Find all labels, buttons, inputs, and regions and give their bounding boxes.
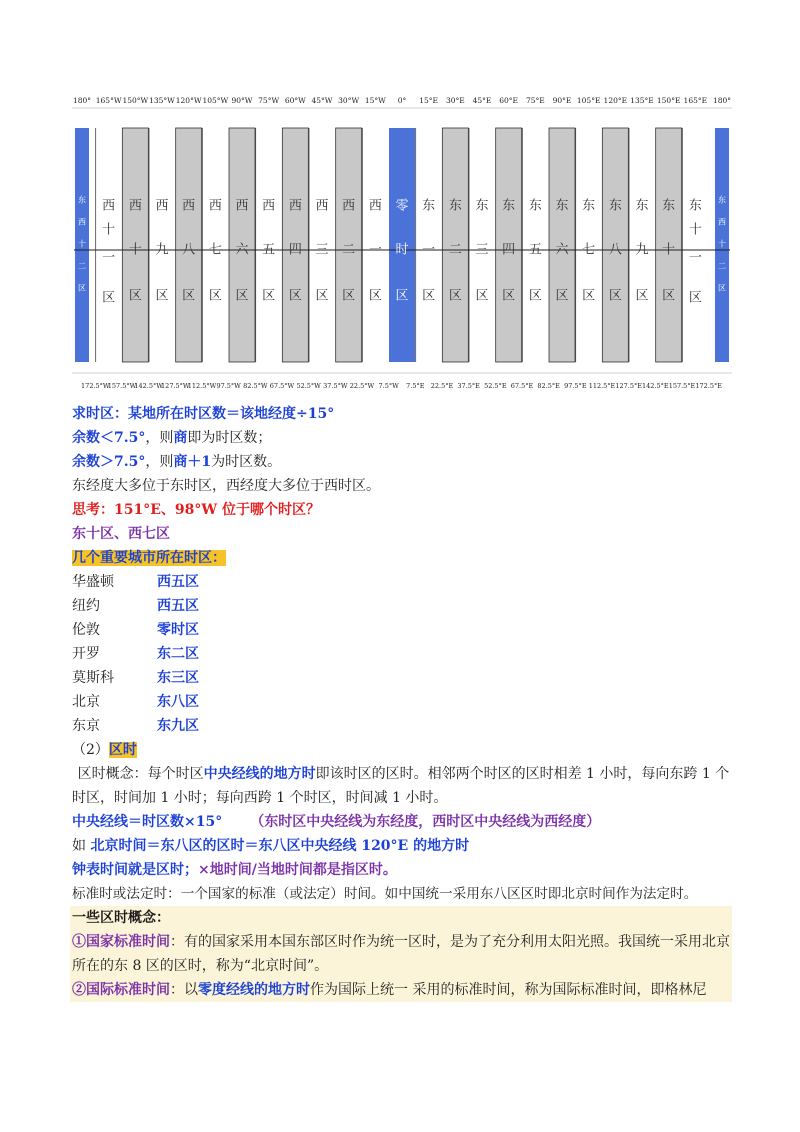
zone-label-char: 四 xyxy=(288,242,302,258)
zone-label-char: 东 xyxy=(608,198,622,214)
zone-label-char: 区 xyxy=(608,288,622,304)
city-list xyxy=(72,570,732,738)
edge-zone-char: 十 xyxy=(718,239,726,249)
bottom-longitude-label: 112.5°W xyxy=(187,382,217,390)
zone-label-char: 区 xyxy=(555,288,569,304)
edge-zone-char: 二 xyxy=(718,261,726,271)
bottom-longitude-label: 97.5°E xyxy=(564,382,587,390)
zone-label-char: 四 xyxy=(502,242,516,258)
city-name: 东京 xyxy=(72,718,100,734)
city-name: 北京 xyxy=(72,694,100,710)
zone-label-char: 东 xyxy=(555,198,569,214)
bottom-longitude-label: 37.5°E xyxy=(457,382,480,390)
zone-label-char: 西 xyxy=(155,198,169,214)
edge-zone-char: 东 xyxy=(718,195,726,205)
city-zone: 东九区 xyxy=(157,718,199,734)
time-zone-chart xyxy=(70,90,740,400)
text-span: ×地时间/当地时间都是指区时。 xyxy=(198,862,397,878)
city-zone: 西五区 xyxy=(157,598,199,614)
answer-line: 东十区、西七区 xyxy=(72,526,170,542)
zone-label-char: 一 xyxy=(368,242,382,258)
bottom-longitude-label: 7.5°W xyxy=(378,382,399,390)
edge-zone-char: 东 xyxy=(78,195,86,205)
zone-label-char: 区 xyxy=(448,288,462,304)
zone-label-char: 东 xyxy=(528,198,542,214)
bottom-longitude-label: 97.5°W xyxy=(216,382,241,390)
zone-label-char: 一 xyxy=(102,250,116,266)
zone-label-char: 区 xyxy=(208,288,222,304)
zone-label-char: 西 xyxy=(368,198,382,214)
text-line xyxy=(72,426,732,450)
zone-label-char: 区 xyxy=(342,288,356,304)
bottom-longitude-label: 82.5°E xyxy=(537,382,560,390)
top-longitude-label: 135°W xyxy=(149,96,175,105)
city-row xyxy=(72,618,732,642)
text-line xyxy=(72,546,732,570)
top-longitude-label: 135°E xyxy=(630,96,654,105)
text-span: （2） xyxy=(72,742,109,758)
zone-label-char: 区 xyxy=(235,288,249,304)
bottom-longitude-label: 37.5°W xyxy=(323,382,348,390)
city-name: 伦敦 xyxy=(72,622,100,638)
text-span: 余数＞7.5° xyxy=(72,454,146,470)
section-heading xyxy=(72,738,732,762)
top-longitude-label: 45°W xyxy=(311,96,333,105)
highlight-heading: 区时 xyxy=(108,742,137,758)
bottom-longitude-label: 7.5°E xyxy=(406,382,425,390)
text-span: ，则 xyxy=(145,430,174,446)
zone-label-char: 三 xyxy=(475,242,489,258)
text-span: 为时区数。 xyxy=(211,454,282,470)
text-span: ：有的国家采用本国东部区时作为统一区时，是为了充分利用太阳光照。我国统一采用北京所在的东 8 区的区时，称为“北京时间”。 xyxy=(72,934,730,974)
city-row xyxy=(72,666,732,690)
zone-label-char: 九 xyxy=(635,242,649,258)
paragraph xyxy=(72,978,732,1002)
zone-label-char: 西 xyxy=(128,198,142,214)
bottom-longitude-label: 127.5°W xyxy=(161,382,190,390)
edge-zone-char: 区 xyxy=(718,283,726,293)
edge-zone-char: 区 xyxy=(78,283,86,293)
text-span: ① xyxy=(72,934,86,950)
zone-label-char: 东 xyxy=(475,198,489,214)
zone-label-char: 七 xyxy=(582,242,596,258)
city-zone: 西五区 xyxy=(157,574,199,590)
text-span: 作为国际上统一 采用的标准时间，称为国际标准时间，即格林尼 xyxy=(310,982,707,998)
zone-label-char: 区 xyxy=(688,290,702,306)
zone-label-char: 区 xyxy=(102,290,116,306)
text-span: 国际标准时间 xyxy=(86,982,170,998)
zone-label-char: 西 xyxy=(182,198,196,214)
text-span: 如 xyxy=(72,838,91,854)
top-longitude-label: 150°W xyxy=(122,96,149,105)
top-longitude-label: 0° xyxy=(397,96,407,105)
zone-label-char: 西 xyxy=(235,198,249,214)
zone-label-char: 东 xyxy=(582,198,596,214)
zone-label-char: 西 xyxy=(288,198,302,214)
top-longitude-label: 75°E xyxy=(525,96,545,105)
text-line: 标准时或法定时：一个国家的标准（或法定）时间。如中国统一采用东八区区时即北京时间作为法定时。 xyxy=(72,886,698,902)
text-line xyxy=(72,450,732,474)
city-row xyxy=(72,714,732,738)
text-span: 国家标准时间 xyxy=(86,934,170,950)
text-span: 即为时区数； xyxy=(187,430,272,446)
box-heading: 一些区时概念： xyxy=(72,910,170,926)
bottom-longitude-label: 142.5°W xyxy=(134,382,163,390)
top-longitude-label: 15°W xyxy=(364,96,386,105)
text-line xyxy=(72,810,732,834)
bottom-longitude-label: 22.5°E xyxy=(430,382,454,390)
zone-label-char: 区 xyxy=(475,288,489,304)
top-longitude-label: 45°E xyxy=(472,96,492,105)
city-name: 莫斯科 xyxy=(72,670,114,686)
city-row xyxy=(72,570,732,594)
zone-label-char: 东 xyxy=(502,198,516,214)
top-longitude-label: 30°W xyxy=(338,96,360,105)
bottom-longitude-label: 67.5°E xyxy=(510,382,534,390)
zone-label-char: 西 xyxy=(315,198,329,214)
top-longitude-label: 15°E xyxy=(419,96,439,105)
edge-zone-char: 西 xyxy=(718,217,726,227)
text-line: 东经度大多位于东时区，西经度大多位于西时区。 xyxy=(72,478,380,494)
zone-label-char: 十 xyxy=(688,222,702,238)
top-longitude-label: 105°W xyxy=(202,96,229,105)
text-span: ，则 xyxy=(145,454,174,470)
zone-label-char: 五 xyxy=(528,242,542,258)
bottom-longitude-label: 67.5°W xyxy=(269,382,295,390)
zone-label-char: 区 xyxy=(288,288,302,304)
top-longitude-label: 90°W xyxy=(231,96,253,105)
zone-label-char: 东 xyxy=(688,198,702,214)
zone-label-char: 十 xyxy=(102,222,116,238)
zone-label-char: 东 xyxy=(662,198,676,214)
zone-label-char: 区 xyxy=(662,288,676,304)
top-longitude-label: 75°W xyxy=(258,96,280,105)
zone-label-char: 二 xyxy=(342,242,356,258)
top-longitude-label: 105°E xyxy=(576,96,601,105)
zone-label-char: 西 xyxy=(102,198,116,214)
zone-label-char: 区 xyxy=(582,288,596,304)
text-span: 钟表时间就是区时； xyxy=(72,862,198,878)
zone-label-char: 西 xyxy=(262,198,276,214)
text-span: 商＋1 xyxy=(173,454,212,470)
text-span: 即该时区的区时。相邻两个时区的区时相差 1 小时，每向东跨 1 个时区，时间加 1 小时；每向西跨 1 个时区，时间减 1 小时。 xyxy=(72,766,730,806)
zone-label-char: 十 xyxy=(662,242,676,258)
zone-label-char: 二 xyxy=(448,242,462,258)
zone-label-char: 西 xyxy=(208,198,222,214)
top-longitude-label: 150°E xyxy=(656,96,681,105)
top-longitude-label: 165°E xyxy=(683,96,708,105)
zone-label-char: 东 xyxy=(422,198,436,214)
bottom-longitude-label: 22.5°W xyxy=(349,382,375,390)
city-name: 华盛顿 xyxy=(72,574,114,590)
text-span: 中央经线的地方时 xyxy=(203,766,316,782)
zone-label-char: 区 xyxy=(502,288,516,304)
zone-label-char: 东 xyxy=(635,198,649,214)
paragraph xyxy=(72,762,732,810)
zone-label-char: 区 xyxy=(635,288,649,304)
zone-label-char: 八 xyxy=(182,242,196,258)
top-longitude-label: 30°E xyxy=(445,96,465,105)
text-span: （东时区中央经线为东经度，西时区中央经线为西经度） xyxy=(250,814,601,830)
zone-label-char: 六 xyxy=(235,242,249,258)
top-longitude-label: 180° xyxy=(72,96,92,105)
text-span: ：以 xyxy=(170,982,198,998)
zone-label-char: 十 xyxy=(128,242,142,258)
city-row xyxy=(72,642,732,666)
zone-label-char: 一 xyxy=(422,242,436,258)
zone-label-char: 区 xyxy=(395,288,409,304)
city-zone: 东八区 xyxy=(157,694,199,710)
zone-label-char: 区 xyxy=(528,288,542,304)
city-name: 开罗 xyxy=(72,646,100,662)
zone-label-char: 零 xyxy=(395,198,409,214)
city-zone: 零时区 xyxy=(157,622,199,638)
zone-label-char: 三 xyxy=(315,242,329,258)
bottom-longitude-label: 82.5°W xyxy=(243,382,268,390)
question-line: 思考：151°E、98°W 位于哪个时区？ xyxy=(72,502,320,518)
city-zone: 东二区 xyxy=(157,646,199,662)
top-longitude-label: 180° xyxy=(712,96,732,105)
text-line xyxy=(72,834,732,858)
zone-label-char: 五 xyxy=(262,242,276,258)
text-span: 零度经线的地方时 xyxy=(198,982,310,998)
time-zone-diagram xyxy=(70,90,740,400)
bottom-longitude-label: 142.5°E xyxy=(642,382,669,390)
text-span: 北京时间＝东八区的区时＝东八区中央经线 120°E 的地方时 xyxy=(90,838,470,854)
text-span: ② xyxy=(72,982,86,998)
city-row xyxy=(72,594,732,618)
city-row xyxy=(72,690,732,714)
zone-label-char: 区 xyxy=(315,288,329,304)
zone-label-char: 七 xyxy=(208,242,222,258)
bottom-longitude-label: 157.5°E xyxy=(668,382,696,390)
bottom-longitude-label: 157.5°W xyxy=(107,382,137,390)
bottom-longitude-label: 52.5°W xyxy=(296,382,321,390)
content xyxy=(72,402,732,1002)
zone-label-char: 区 xyxy=(128,288,142,304)
text-span: 区时概念：每个时区 xyxy=(77,766,204,782)
zone-label-char: 六 xyxy=(555,242,569,258)
bottom-longitude-label: 52.5°E xyxy=(484,382,507,390)
top-longitude-label: 120°E xyxy=(603,96,628,105)
text-line xyxy=(72,858,732,882)
highlight-heading: 几个重要城市所在时区： xyxy=(72,550,226,566)
bottom-longitude-label: 112.5°E xyxy=(588,382,616,390)
zone-label-char: 区 xyxy=(155,288,169,304)
bottom-longitude-label: 127.5°E xyxy=(615,382,642,390)
top-longitude-label: 90°E xyxy=(552,96,572,105)
zone-label-char: 八 xyxy=(608,242,622,258)
text-line: 求时区：某地所在时区数＝该地经度÷15° xyxy=(72,406,335,422)
zone-label-char: 区 xyxy=(368,288,382,304)
top-longitude-label: 60°E xyxy=(499,96,519,105)
zone-label-char: 西 xyxy=(342,198,356,214)
top-longitude-label: 60°W xyxy=(284,96,306,105)
edge-zone-char: 西 xyxy=(78,217,86,227)
zone-label-char: 区 xyxy=(182,288,196,304)
text-span: 商 xyxy=(173,430,188,446)
paragraph xyxy=(72,930,732,978)
zone-label-char: 九 xyxy=(155,242,169,258)
edge-zone-char: 十 xyxy=(78,239,86,249)
zone-label-char: 区 xyxy=(262,288,276,304)
city-zone: 东三区 xyxy=(157,670,199,686)
edge-zone-char: 二 xyxy=(78,261,86,271)
zone-label-char: 区 xyxy=(422,288,436,304)
city-name: 纽约 xyxy=(72,598,100,614)
zone-label-char: 东 xyxy=(448,198,462,214)
concept-box xyxy=(70,906,732,1002)
text-span: 余数＜7.5° xyxy=(72,430,146,446)
zone-label-char: 时 xyxy=(395,242,409,258)
bottom-longitude-label: 172.5°W xyxy=(81,382,110,390)
bottom-longitude-label: 172.5°E xyxy=(695,382,722,390)
top-longitude-label: 165°W xyxy=(95,96,122,105)
top-longitude-label: 120°W xyxy=(175,96,202,105)
zone-label-char: 一 xyxy=(688,250,702,266)
text-span: 中央经线＝时区数×15° xyxy=(72,814,223,830)
